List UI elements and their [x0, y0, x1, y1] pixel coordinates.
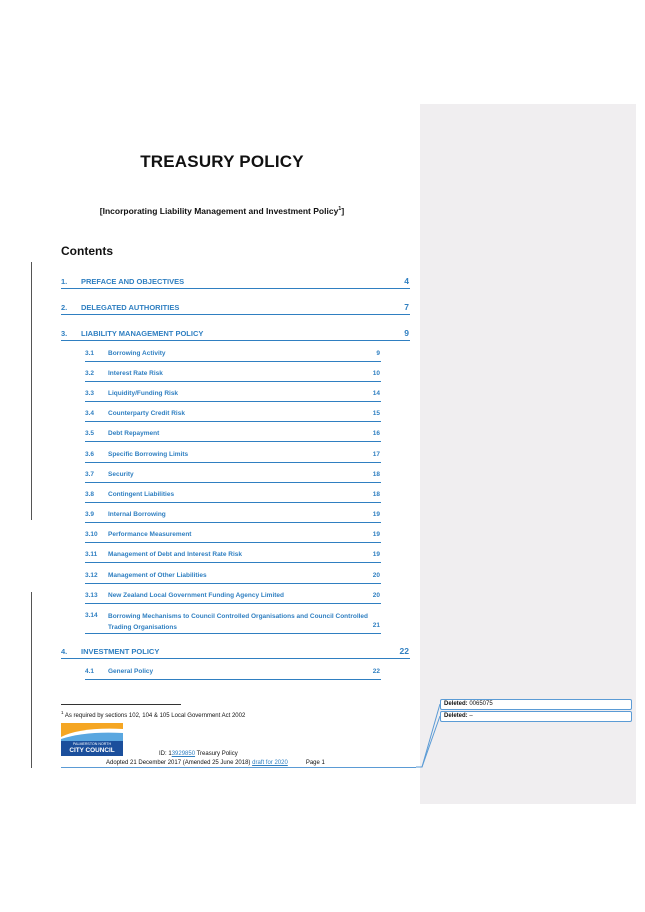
footer-page-label: Page: [305, 760, 322, 766]
toc-number: 3.6: [85, 451, 95, 458]
toc-number: 3.3: [85, 390, 95, 397]
toc-subentry[interactable]: [85, 668, 381, 680]
toc-title: General Policy: [108, 668, 154, 675]
footer-adopted-line: [106, 760, 325, 766]
toc-subentry[interactable]: [85, 451, 381, 463]
footnote-separator: [61, 704, 181, 705]
toc-number: 3.11: [85, 551, 98, 558]
footer-id-link[interactable]: 3929850: [171, 751, 196, 757]
toc-title: Specific Borrowing Limits: [108, 451, 189, 458]
toc-title: INVESTMENT POLICY: [81, 647, 160, 656]
toc-number: 3.2: [85, 370, 95, 377]
toc-title: PREFACE AND OBJECTIVES: [81, 277, 185, 286]
toc-subentry[interactable]: [85, 390, 381, 402]
toc-title: Interest Rate Risk: [108, 370, 163, 377]
contents-heading: Contents: [61, 244, 113, 258]
toc-title: Internal Borrowing: [108, 511, 166, 518]
toc-title: Security: [108, 471, 134, 478]
revision-bar: [31, 592, 32, 768]
toc-title: Liquidity/Funding Risk: [108, 390, 179, 397]
toc-title: New Zealand Local Government Funding Agency Limited: [108, 592, 285, 599]
toc-subentry[interactable]: [85, 471, 381, 483]
toc-subentry[interactable]: [85, 612, 381, 634]
toc-title: Debt Repayment: [108, 430, 160, 437]
toc-subentry[interactable]: [85, 370, 381, 382]
footer-id-line: [159, 751, 238, 757]
toc-page: 22: [399, 646, 409, 656]
subtitle-close: ]: [341, 206, 345, 216]
logo-line1: PALMERSTON NORTH: [72, 742, 112, 746]
toc-page: 19: [372, 511, 380, 518]
toc-entry[interactable]: [61, 647, 410, 659]
toc-page: 17: [372, 451, 380, 458]
toc-entry[interactable]: [61, 329, 410, 341]
toc-number: 2.: [61, 303, 68, 312]
toc-title: Counterparty Credit Risk: [108, 410, 185, 417]
footer-page-number: 1: [321, 760, 325, 766]
balloon-label: Deleted:: [444, 713, 468, 719]
toc-page: 15: [372, 410, 380, 417]
toc-subentry[interactable]: [85, 491, 381, 503]
comment-balloon-deleted[interactable]: [440, 699, 632, 710]
balloon-label: Deleted:: [444, 701, 468, 707]
toc-page: 22: [372, 668, 380, 675]
document-title: TREASURY POLICY: [140, 152, 304, 171]
toc-title: Management of Other Liabilities: [108, 572, 207, 579]
toc-subentry[interactable]: [85, 350, 381, 362]
toc-subentry[interactable]: [85, 430, 381, 442]
toc-subentry[interactable]: [85, 410, 381, 422]
toc-page: 14: [372, 390, 380, 397]
footer-rule: [61, 767, 416, 768]
toc-title: Contingent Liabilities: [108, 491, 175, 498]
toc-title: Borrowing Activity: [108, 350, 166, 357]
toc-number: 3.: [61, 329, 68, 338]
toc-page: 19: [372, 531, 380, 538]
footer-id-label: ID:: [159, 751, 169, 757]
council-logo: [61, 723, 123, 756]
toc-number: 4.: [61, 647, 68, 656]
footer-adopted: Adopted 21 December 2017 (Amended 25 June 2018): [106, 760, 253, 766]
toc-page: 20: [372, 592, 380, 599]
toc-page: 4: [404, 276, 409, 286]
toc-number: 1.: [61, 277, 68, 286]
toc-title: Management of Debt and Interest Rate Risk: [108, 551, 242, 558]
comment-balloon-deleted[interactable]: [440, 711, 632, 722]
toc-number: 3.14: [85, 612, 98, 619]
toc-subentry[interactable]: [85, 572, 381, 584]
toc-number: 3.7: [85, 471, 95, 478]
toc-page: 21: [372, 622, 380, 629]
toc-page: 7: [404, 302, 409, 312]
footnote-mark: 1: [61, 710, 64, 715]
toc-number: 3.9: [85, 511, 95, 518]
balloon-text: 0065075: [467, 701, 493, 707]
toc-entry[interactable]: [61, 303, 410, 315]
toc-number: 3.8: [85, 491, 95, 498]
toc-page: 18: [372, 471, 380, 478]
toc-page: 10: [372, 370, 380, 377]
toc-page: 9: [376, 350, 380, 357]
toc-subentry[interactable]: [85, 551, 381, 563]
document-subtitle: [60, 206, 384, 216]
toc-subentry[interactable]: [85, 511, 381, 523]
toc-title: Borrowing Mechanisms to Council Controlled Organisations and Council Controlled Trading Organisations: [108, 613, 369, 631]
balloon-text: –: [467, 713, 473, 719]
logo-swoosh-icon: [61, 723, 123, 741]
toc-number: 3.1: [85, 350, 95, 357]
footer-draft-link[interactable]: draft for 2020: [252, 760, 288, 766]
toc-number: 3.12: [85, 572, 98, 579]
toc-number: 3.4: [85, 410, 95, 417]
footnote-text: As required by sections 102, 104 & 105 Local Government Act 2002: [64, 713, 246, 719]
toc-page: 16: [372, 430, 380, 437]
toc-entry[interactable]: [61, 277, 410, 289]
toc-title: LIABILITY MANAGEMENT POLICY: [81, 329, 204, 338]
toc-subentry[interactable]: [85, 592, 381, 604]
subtitle-footnote-mark[interactable]: 1: [338, 206, 342, 213]
logo-graphic: [61, 723, 123, 741]
logo-line2: CITY COUNCIL: [69, 747, 115, 754]
logo-text-band: [61, 741, 123, 756]
toc-number: 3.13: [85, 592, 98, 599]
toc-title: DELEGATED AUTHORITIES: [81, 303, 180, 312]
footnote: [61, 710, 245, 719]
toc-page: 9: [404, 328, 409, 338]
toc-page: 18: [372, 491, 380, 498]
footer-id-value: 1: [168, 751, 172, 757]
toc-page: 19: [372, 551, 380, 558]
footer-doc-name: Treasury Policy: [195, 751, 238, 757]
subtitle-text: [Incorporating Liability Management and Investment Policy: [99, 206, 339, 216]
toc-subentry[interactable]: [85, 531, 381, 543]
toc-number: 3.5: [85, 430, 95, 437]
toc-number: 3.10: [85, 531, 98, 538]
toc-number: 4.1: [85, 668, 95, 675]
toc-page: 20: [372, 572, 380, 579]
revision-bar: [31, 262, 32, 520]
toc-title: Performance Measurement: [108, 531, 192, 538]
